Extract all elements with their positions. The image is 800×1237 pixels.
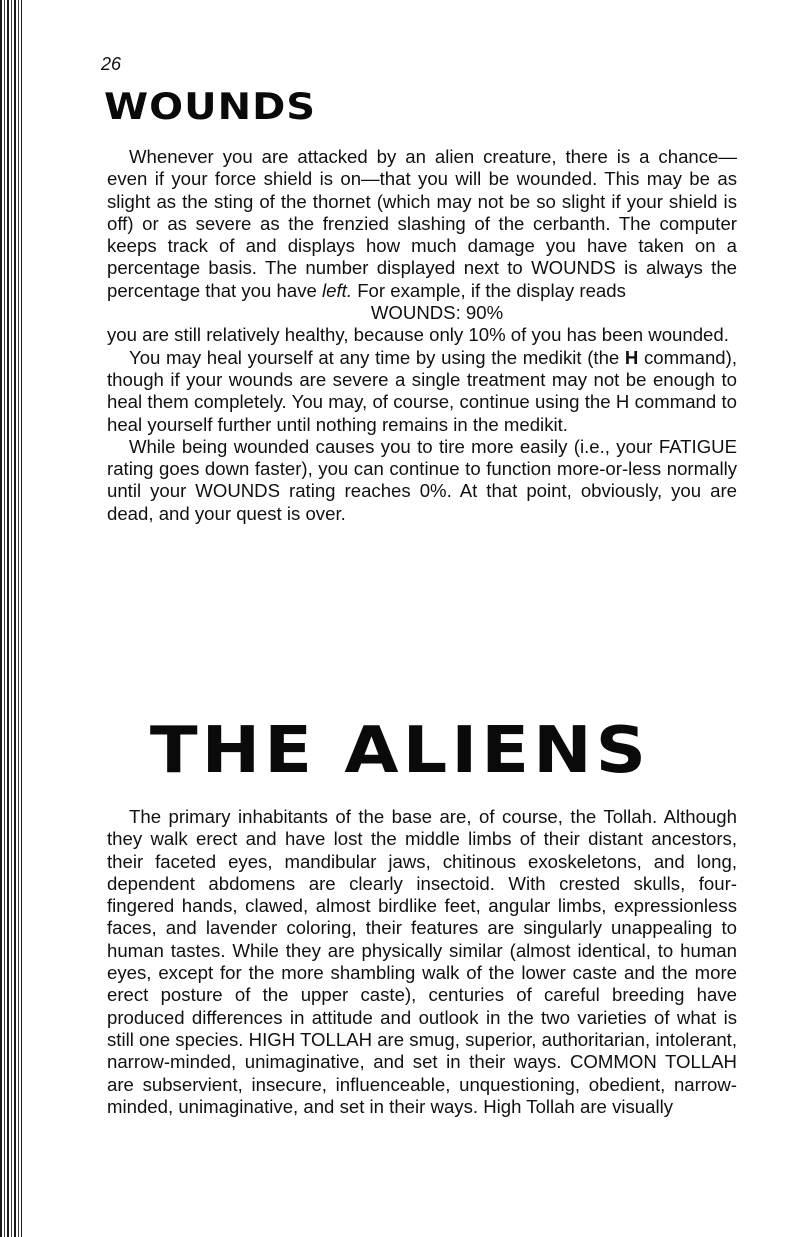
- command-h: H: [624, 346, 639, 368]
- wounds-section: [107, 146, 737, 525]
- wounds-paragraph-1-text: Whenever you are attacked by an alien creature, there is a chance— even if your force shield is on—that you will be wounded. This may be as slight as the sting of the thornet (which may not be so slight if your shield is off) or as severe as the frenzied slashing of the cerbanth. The computer keeps track of and displays how much damage you have taken on a percentage basis. The number displayed next to WOUNDS is always the percentage that you have: [107, 146, 737, 301]
- wounds-paragraph-1-end: For example, if the display reads: [357, 279, 626, 301]
- aliens-heading: THE ALIENS: [149, 712, 651, 788]
- book-binding-edge: [0, 0, 22, 1237]
- wounds-paragraph-2: you are still relatively healthy, because only 10% of you has been wounded.: [107, 324, 729, 346]
- page-number: 26: [101, 54, 122, 74]
- wounds-paragraph-3: [107, 347, 737, 436]
- wounds-paragraph-3-end: command), though if your wounds are severe a single treatment may not be enough to heal them completely. You may, of course, continue using the H command to heal yourself further until nothing remains in the medikit.: [107, 346, 737, 435]
- wounds-paragraph-4: While being wounded causes you to tire more easily (i.e., your FATIGUE rating goes down faster), you can continue to function more-or-less normally until your WOUNDS rating reaches 0%. At that point, obviously, you are dead, and your quest is over.: [107, 435, 737, 524]
- wounds-paragraph-1: [107, 146, 737, 302]
- aliens-paragraph-1: The primary inhabitants of the base are, of course, the Tollah. Although they walk erect and have lost the middle limbs of their distant ancestors, their faceted eyes, mandibular jaws, chitinous exoskeletons, and long, dependent abdomens are clearly insectoid. With crested skulls, four-fingered hands, clawed, almost birdlike feet, angular limbs, expressionless faces, and lavender coloring, their features are singularly unappealing to human tastes. While they are physically similar (almost identical, to human eyes, except for the more shambling walk of the lower caste and the more erect posture of the upper caste), centuries of careful breeding have produced differences in attitude and outlook in the two varieties of what is still one species. HIGH TOLLAH are smug, superior, authoritarian, intolerant, narrow-minded, unimaginative, and set in their ways. COMMON TOLLAH are subservient, insecure, influenceable, unquestioning, obedient, narrow-minded, unimaginative, and set in their ways. High Tollah are visually: [107, 806, 737, 1117]
- wounds-paragraph-3-start: You may heal yourself at any time by using the medikit (the: [129, 346, 620, 368]
- emphasis-left: left.: [322, 279, 353, 301]
- aliens-section: [107, 806, 737, 1118]
- wounds-display-example: WOUNDS: 90%: [370, 302, 504, 324]
- wounds-heading: WOUNDS: [104, 86, 317, 129]
